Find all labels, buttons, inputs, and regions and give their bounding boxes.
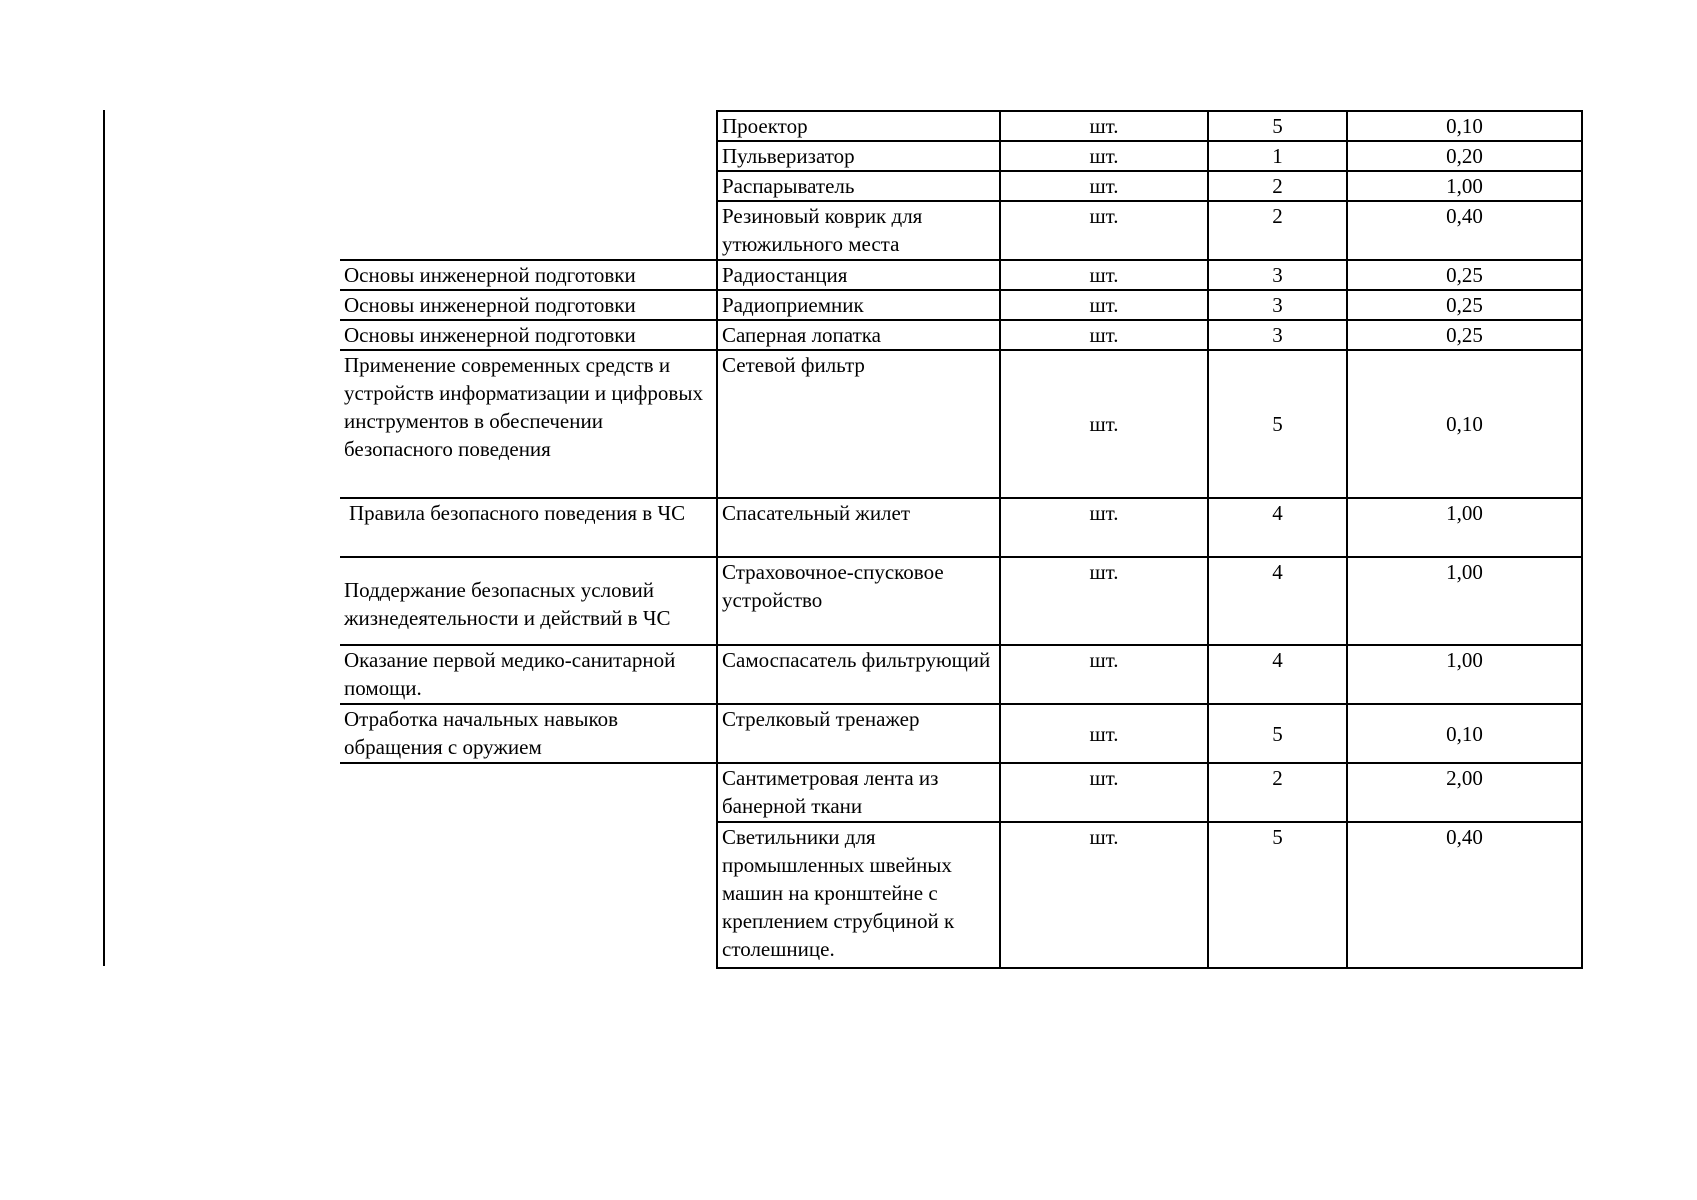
page-left-border-line — [103, 110, 105, 966]
topic-text: Правила безопасного поведения в ЧС — [349, 501, 686, 525]
qty-cell: 2 — [1208, 201, 1347, 260]
item-cell: Пульверизатор — [717, 141, 1000, 171]
unit-cell: шт. — [1000, 645, 1208, 704]
table-row — [340, 350, 1582, 498]
table-row — [340, 111, 1582, 141]
item-cell: Проектор — [717, 111, 1000, 141]
qty-cell: 3 — [1208, 320, 1347, 350]
qty-cell: 3 — [1208, 260, 1347, 290]
norm-cell: 1,00 — [1347, 171, 1582, 201]
item-cell: Саперная лопатка — [717, 320, 1000, 350]
topic-cell: Основы инженерной подготовки — [340, 320, 717, 350]
table-row — [340, 498, 1582, 557]
item-cell: Распарыватель — [717, 171, 1000, 201]
table-row — [340, 557, 1582, 645]
topic-cell: Применение современных средств и устройств информатизации и цифровых инструментов в обеспечении безопасного поведения — [340, 350, 717, 498]
table-row — [340, 645, 1582, 704]
unit-cell: шт. — [1000, 290, 1208, 320]
unit-cell: шт. — [1000, 763, 1208, 822]
norm-cell: 0,40 — [1347, 201, 1582, 260]
norm-cell: 0,10 — [1347, 111, 1582, 141]
qty-cell: 4 — [1208, 645, 1347, 704]
topic-cell: Отработка начальных навыков обращения с оружием — [340, 704, 717, 763]
topic-cell: Основы инженерной подготовки — [340, 260, 717, 290]
item-cell: Светильники для промышленных швейных машин на кронштейне с креплением струбциной к столешнице. — [717, 822, 1000, 968]
qty-cell: 3 — [1208, 290, 1347, 320]
unit-cell: шт. — [1000, 350, 1208, 498]
item-cell: Сетевой фильтр — [717, 350, 1000, 498]
norm-cell: 2,00 — [1347, 763, 1582, 822]
norm-cell: 0,25 — [1347, 260, 1582, 290]
norm-cell: 1,00 — [1347, 645, 1582, 704]
qty-cell: 5 — [1208, 350, 1347, 498]
norm-cell: 0,40 — [1347, 822, 1582, 968]
item-cell: Радиоприемник — [717, 290, 1000, 320]
qty-cell: 5 — [1208, 111, 1347, 141]
unit-cell: шт. — [1000, 498, 1208, 557]
item-cell: Самоспасатель фильтрующий — [717, 645, 1000, 704]
norm-cell: 0,10 — [1347, 704, 1582, 763]
item-cell: Радиостанция — [717, 260, 1000, 290]
unit-cell: шт. — [1000, 320, 1208, 350]
table-row — [340, 290, 1582, 320]
unit-cell: шт. — [1000, 141, 1208, 171]
topic-cell-empty — [340, 763, 717, 968]
unit-cell: шт. — [1000, 201, 1208, 260]
table-row — [340, 260, 1582, 290]
topic-cell: Поддержание безопасных условий жизнедеятельности и действий в ЧС — [340, 557, 717, 645]
unit-cell: шт. — [1000, 822, 1208, 968]
norm-cell: 0,10 — [1347, 350, 1582, 498]
unit-cell: шт. — [1000, 557, 1208, 645]
topic-cell: Основы инженерной подготовки — [340, 290, 717, 320]
table-row — [340, 763, 1582, 822]
topic-cell — [340, 498, 717, 557]
unit-cell: шт. — [1000, 260, 1208, 290]
qty-cell: 4 — [1208, 498, 1347, 557]
topic-cell: Оказание первой медико-санитарной помощи. — [340, 645, 717, 704]
norm-cell: 1,00 — [1347, 498, 1582, 557]
item-cell: Сантиметровая лента из банерной ткани — [717, 763, 1000, 822]
qty-cell: 1 — [1208, 141, 1347, 171]
table-row — [340, 320, 1582, 350]
norm-cell: 0,25 — [1347, 290, 1582, 320]
unit-cell: шт. — [1000, 171, 1208, 201]
table-row — [340, 704, 1582, 763]
equipment-table — [340, 110, 1583, 969]
unit-cell: шт. — [1000, 111, 1208, 141]
norm-cell: 0,25 — [1347, 320, 1582, 350]
item-cell: Спасательный жилет — [717, 498, 1000, 557]
qty-cell: 5 — [1208, 704, 1347, 763]
unit-cell: шт. — [1000, 704, 1208, 763]
item-cell: Стрелковый тренажер — [717, 704, 1000, 763]
item-cell: Страховочное-спусковое устройство — [717, 557, 1000, 645]
qty-cell: 2 — [1208, 171, 1347, 201]
norm-cell: 0,20 — [1347, 141, 1582, 171]
qty-cell: 2 — [1208, 763, 1347, 822]
qty-cell: 4 — [1208, 557, 1347, 645]
topic-cell-empty — [340, 111, 717, 260]
item-cell: Резиновый коврик для утюжильного места — [717, 201, 1000, 260]
norm-cell: 1,00 — [1347, 557, 1582, 645]
qty-cell: 5 — [1208, 822, 1347, 968]
